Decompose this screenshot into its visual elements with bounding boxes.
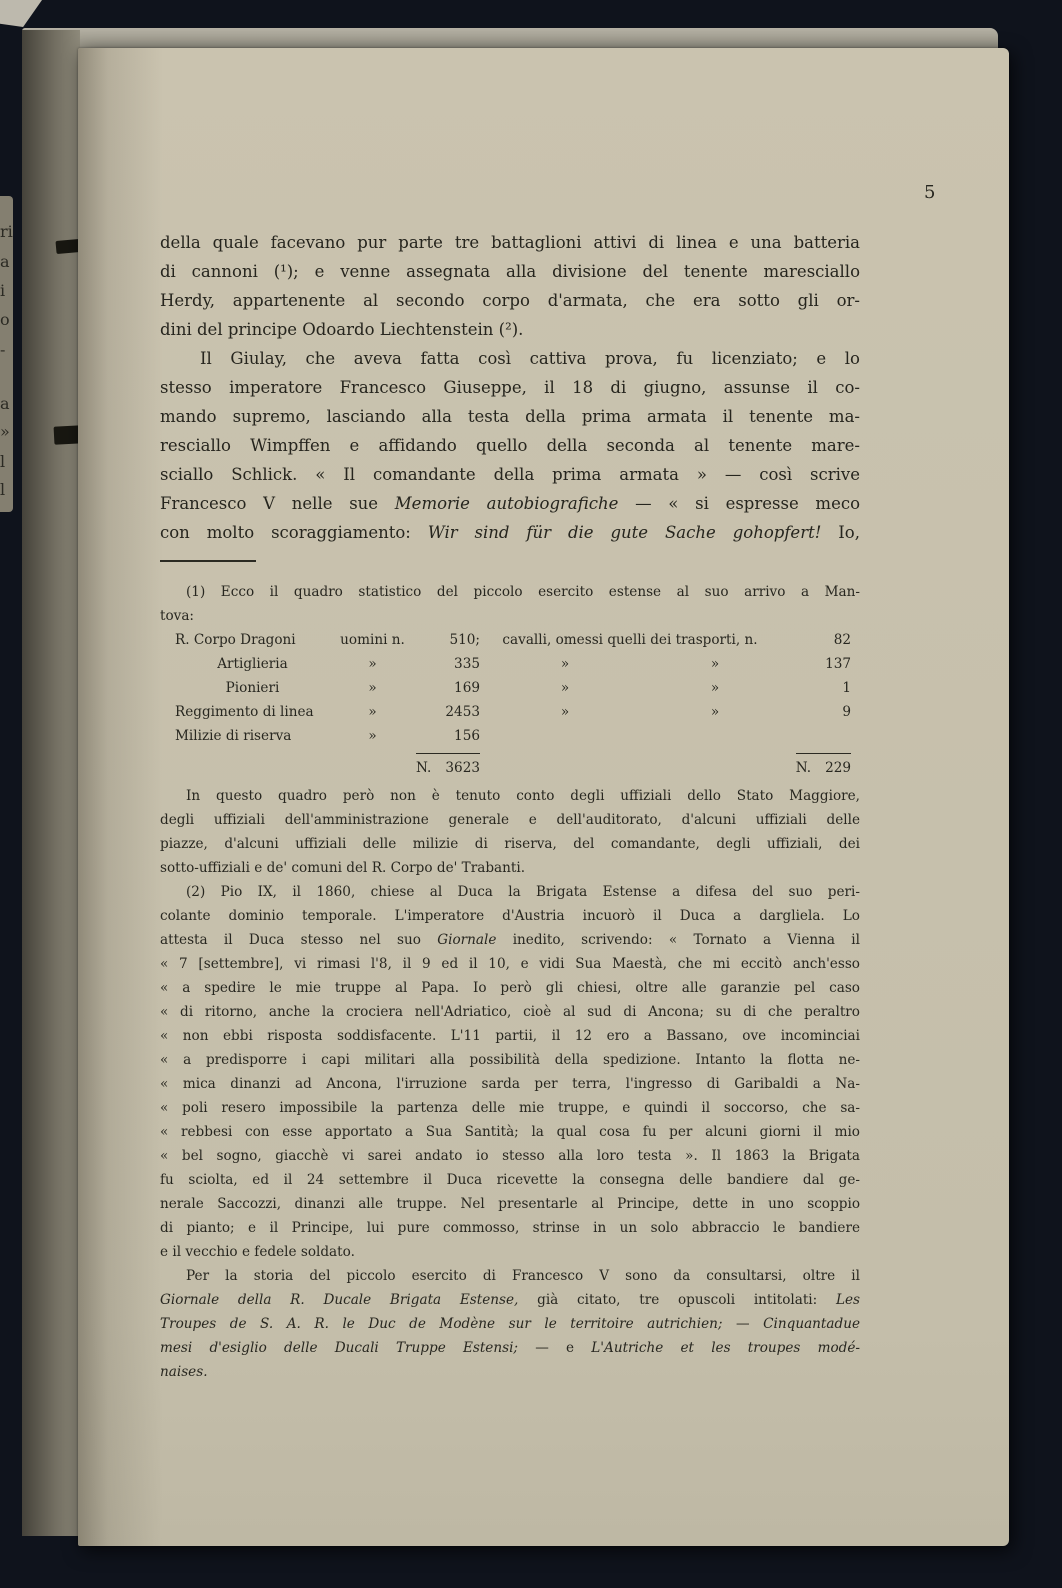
text-line xyxy=(160,1000,860,1024)
text-run: (1) Ecco il quadro statistico del piccolo esercito estense al suo arrivo a Man- xyxy=(186,584,860,600)
text-line xyxy=(160,518,860,547)
text-run: colante dominio temporale. L'imperatore d'Austria incuorò il Duca a dargliela. Lo xyxy=(160,908,860,924)
spine-text-fragment: a xyxy=(0,252,10,271)
table-cell: » xyxy=(560,656,570,672)
spine-text-fragment: l xyxy=(0,480,6,499)
text-line xyxy=(160,1024,860,1048)
spine-text-fragment: » xyxy=(0,422,10,441)
table-cell: Reggimento di linea xyxy=(175,704,314,720)
text-run: « bel sogno, giacchè vi sarei andato io stesso alla loro testa ». Il 1863 la Brigata xyxy=(160,1148,860,1164)
text-line xyxy=(160,1240,860,1264)
italic-text-run: Giornale xyxy=(437,932,497,948)
text-line xyxy=(160,489,860,518)
table-cell: » xyxy=(368,680,377,696)
table-row xyxy=(175,652,851,676)
italic-text-run: mesi d'esiglio delle Ducali Truppe Estensi; xyxy=(160,1340,519,1356)
text-line xyxy=(160,1312,860,1336)
totals-left-value: 3623 xyxy=(445,760,480,776)
book-page xyxy=(78,48,1009,1546)
text-line xyxy=(160,1072,860,1096)
text-run: — e xyxy=(518,1340,592,1356)
table-totals-row xyxy=(175,748,851,782)
text-run: « di ritorno, anche la crociera nell'Adriatico, cioè al sud di Ancona; su di che peraltro xyxy=(160,1004,860,1020)
italic-text-run: Troupes de S. A. R. le Duc de Modène sur le territoire autrichien; xyxy=(160,1316,723,1332)
text-run: tova: xyxy=(160,608,195,624)
text-line xyxy=(160,1048,860,1072)
table-cell: » xyxy=(710,704,720,720)
book-pages-left-edge xyxy=(22,30,80,1536)
text-run: attesta il Duca stesso nel suo xyxy=(160,932,438,948)
text-run: resciallo Wimpffen e affidando quello della seconda al tenente mare- xyxy=(160,436,860,455)
text-line xyxy=(160,1168,860,1192)
text-run: — « si espresse meco xyxy=(618,494,861,513)
text-run: sciallo Schlick. « Il comandante della prima armata » — così scrive xyxy=(160,465,860,484)
table-cell: 137 xyxy=(825,656,852,672)
text-line xyxy=(160,373,860,402)
text-run: In questo quadro però non è tenuto conto degli uffiziali dello Stato Maggiore, xyxy=(186,788,860,804)
italic-text-run: L'Autriche et les troupes modé- xyxy=(591,1340,860,1356)
italic-text-run: naises. xyxy=(160,1364,208,1380)
table-cell: 156 xyxy=(454,728,480,744)
text-line xyxy=(160,832,860,856)
main-text xyxy=(160,228,860,547)
text-run: « mica dinanzi ad Ancona, l'irruzione sarda per terra, l'ingresso di Garibaldi a Na- xyxy=(160,1076,860,1092)
table-cell: » xyxy=(710,656,720,672)
text-run: fu sciolta, ed il 24 settembre il Duca ricevette la consegna delle bandiere dal ge- xyxy=(160,1172,860,1188)
spine-text-fragment: a xyxy=(0,394,10,413)
spine-text-fragment: i xyxy=(0,281,6,300)
text-run: dini del principe Odoardo Liechtenstein (²). xyxy=(160,320,524,339)
footnote-2-text xyxy=(160,880,860,1384)
totals-left xyxy=(330,748,480,782)
text-line xyxy=(160,976,860,1000)
table-cell: 510; xyxy=(449,632,480,648)
spine-text-fragment: o xyxy=(0,310,10,329)
text-run: — xyxy=(722,1316,764,1332)
table-cell xyxy=(650,724,780,748)
text-run: (2) Pio IX, il 1860, chiese al Duca la Brigata Estense a difesa del suo peri- xyxy=(186,884,860,900)
text-run: Io, xyxy=(821,523,860,542)
table-cell: Milizie di riserva xyxy=(175,728,292,744)
table-row xyxy=(175,700,851,724)
text-run: piazze, d'alcuni uffiziali delle milizie di riserva, del comandante, degli uffiziali, dei xyxy=(160,836,860,852)
text-line xyxy=(160,952,860,976)
table-cell: » xyxy=(368,728,377,744)
text-run: della quale facevano pur parte tre battaglioni attivi di linea e una batteria xyxy=(160,233,860,252)
table-cell: 335 xyxy=(454,656,480,672)
text-run: Il Giulay, che aveva fatta così cattiva prova, fu licenziato; e lo xyxy=(200,349,860,368)
italic-text-run: Cinquantadue xyxy=(763,1316,860,1332)
table-cell: Pionieri xyxy=(225,680,280,696)
text-line xyxy=(160,1192,860,1216)
text-run: degli uffiziali dell'amministrazione generale e dell'auditorato, d'alcuni uffiziali delle xyxy=(160,812,860,828)
text-run: e il vecchio e fedele soldato. xyxy=(160,1244,355,1260)
table-cell: uomini n. xyxy=(340,632,405,648)
table-cell: » xyxy=(368,656,377,672)
footnote-1-intro xyxy=(160,580,860,628)
italic-text-run: Wir sind für die gute Sache gohopfert! xyxy=(427,523,822,542)
table-cell: » xyxy=(710,680,720,696)
table-cell: 169 xyxy=(454,680,480,696)
text-line xyxy=(160,904,860,928)
table-cell: 2453 xyxy=(445,704,480,720)
text-line xyxy=(160,257,860,286)
table-cell: Artiglieria xyxy=(217,656,288,672)
footnote-1-table xyxy=(175,628,851,782)
table-cell: 9 xyxy=(842,704,852,720)
text-run: mando supremo, lasciando alla testa della prima armata il tenente ma- xyxy=(160,407,860,426)
table-row xyxy=(175,724,851,748)
text-run: inedito, scrivendo: « Tornato a Vienna il xyxy=(496,932,860,948)
text-line xyxy=(160,1336,860,1360)
text-line xyxy=(160,604,860,628)
spine-text-fragment: - xyxy=(0,340,6,359)
totals-left-label: N. xyxy=(416,760,432,776)
text-line xyxy=(160,1096,860,1120)
spine-fragments xyxy=(0,0,16,1588)
text-line xyxy=(160,1360,860,1384)
spine-text-fragment: ri xyxy=(0,222,13,241)
table-cell xyxy=(780,724,851,748)
text-line xyxy=(160,808,860,832)
table-cell: » xyxy=(368,704,377,720)
text-line xyxy=(160,460,860,489)
text-line xyxy=(160,431,860,460)
text-line xyxy=(160,228,860,257)
text-run: già citato, tre opuscoli intitolati: xyxy=(518,1292,836,1308)
footnote-1-text xyxy=(160,784,860,880)
text-run: « a spedire le mie truppe al Papa. Io però gli chiesi, oltre alle garanzie pel caso xyxy=(160,980,860,996)
table-cell: cavalli, omessi quelli dei trasporti, n. xyxy=(502,632,758,648)
text-run: sotto-uffiziali e de' comuni del R. Corpo de' Trabanti. xyxy=(160,860,526,876)
text-line xyxy=(160,344,860,373)
text-run: Per la storia del piccolo esercito di Francesco V sono da consultarsi, oltre il xyxy=(186,1268,860,1284)
page-number: 5 xyxy=(924,182,936,203)
text-line xyxy=(160,580,860,604)
table-cell: 1 xyxy=(842,680,852,696)
text-line xyxy=(160,1264,860,1288)
text-line xyxy=(160,928,860,952)
totals-right-label: N. xyxy=(795,760,812,776)
table-cell: 82 xyxy=(833,632,852,648)
text-run: Herdy, appartenente al secondo corpo d'armata, che era sotto gli or- xyxy=(160,291,860,310)
text-run: stesso imperatore Francesco Giuseppe, il 18 di giugno, assunse il co- xyxy=(160,378,860,397)
text-line xyxy=(160,286,860,315)
spine-text-fragment: l xyxy=(0,452,6,471)
text-line xyxy=(160,1288,860,1312)
text-line xyxy=(160,315,860,344)
footnotes xyxy=(160,580,860,1384)
text-run: « a predisporre i capi militari alla possibilità della spedizione. Intanto la flotta ne- xyxy=(160,1052,860,1068)
text-run: « rebbesi con esse apportato a Sua Santità; la qual cosa fu per alcuni giorni il mio xyxy=(160,1124,860,1140)
text-line xyxy=(160,1216,860,1240)
text-run: nerale Saccozzi, dinanzi alle truppe. Nel presentarle al Principe, dette in uno scoppio xyxy=(160,1196,860,1212)
text-line xyxy=(160,880,860,904)
text-line xyxy=(160,784,860,808)
text-run: « non ebbi risposta soddisfacente. L'11 partii, il 12 ero a Bassano, ove incominciai xyxy=(160,1028,860,1044)
totals-right xyxy=(480,748,851,782)
table-cell: » xyxy=(560,704,570,720)
text-run: Francesco V nelle sue xyxy=(160,494,395,513)
italic-text-run: Les xyxy=(835,1292,861,1308)
binding-mark xyxy=(55,239,80,254)
text-line xyxy=(160,1120,860,1144)
text-run: di pianto; e il Principe, lui pure commosso, strinse in un solo abbraccio le bandiere xyxy=(160,1220,860,1236)
italic-text-run: Memorie autobiografiche xyxy=(394,494,619,513)
text-run: con molto scoraggiamento: xyxy=(160,523,428,542)
text-line xyxy=(160,1144,860,1168)
text-run: « 7 [settembre], vi rimasi l'8, il 9 ed il 10, e vidi Sua Maestà, che mi eccitò anch'esso xyxy=(160,956,860,972)
page-corner xyxy=(0,0,42,27)
table-cell xyxy=(480,724,650,748)
table-cell: R. Corpo Dragoni xyxy=(175,632,296,648)
text-run: « poli resero impossibile la partenza delle mie truppe, e quindi il soccorso, che sa- xyxy=(160,1100,860,1116)
footnote-separator xyxy=(160,560,256,562)
totals-right-value: 229 xyxy=(825,760,852,776)
italic-text-run: Giornale della R. Ducale Brigata Estense, xyxy=(160,1292,519,1308)
table-row xyxy=(175,676,851,700)
text-line xyxy=(160,402,860,431)
text-run: di cannoni (¹); e venne assegnata alla divisione del tenente maresciallo xyxy=(160,262,860,281)
table-cell: » xyxy=(560,680,570,696)
text-line xyxy=(160,856,860,880)
table-row xyxy=(175,628,851,652)
